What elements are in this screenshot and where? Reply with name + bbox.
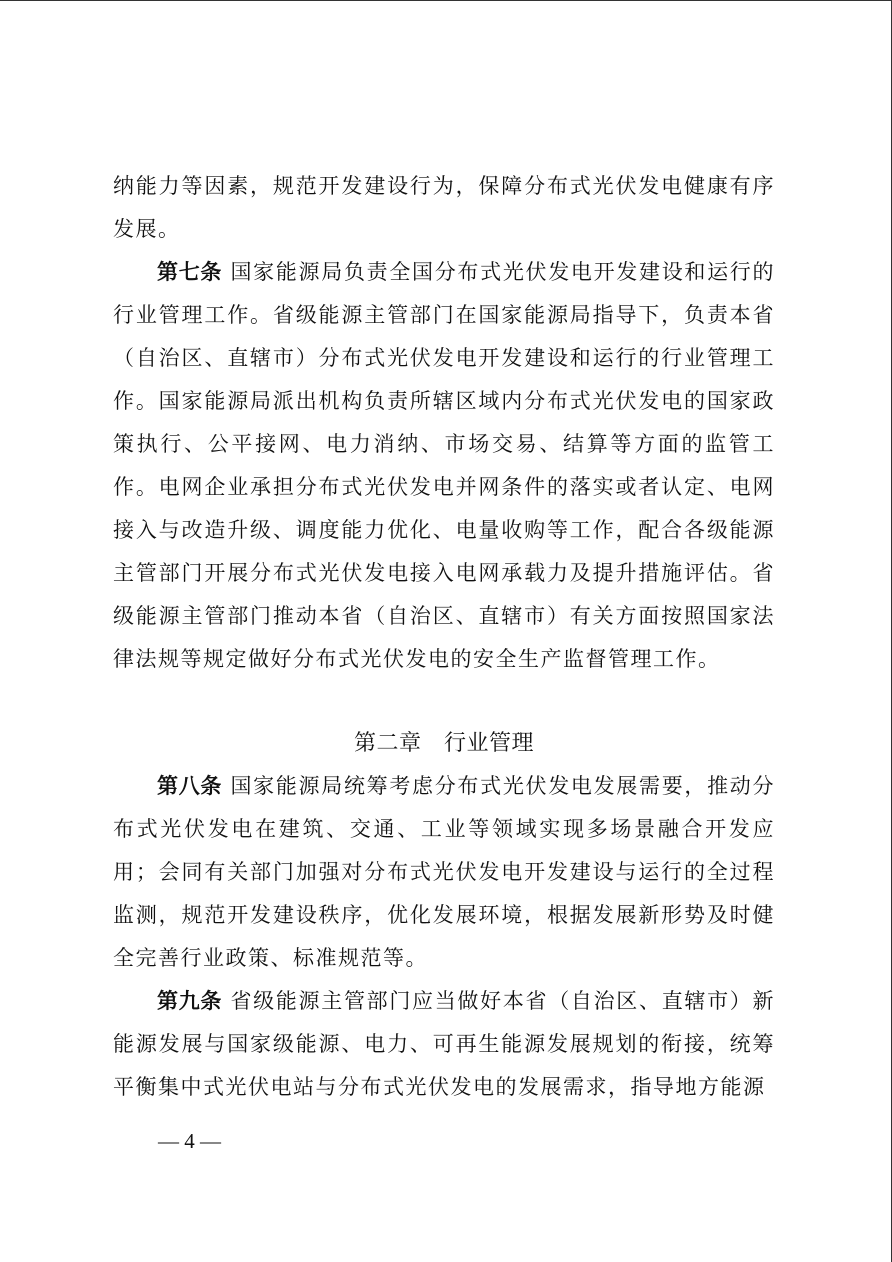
- article-8-label: 第八条: [157, 774, 223, 798]
- chapter-heading: 第二章 行业管理: [353, 731, 534, 756]
- article-7-text: 国家能源局负责全国分布式光伏发电开发建设和运行的行业管理工作。省级能源主管部门在国家能源局指导下，负责本省（自治区、直辖市）分布式光伏发电开发建设和运行的行业管理工作。国家能源局派出机构负责所辖区域内分布式光伏发电的国家政策执行、公平接网、电力消纳、市场交易、结算等方面的监管工作。电网企业承担分布式光伏发电并网条件的落实或者认定、电网接入与改造升级、调度能力优化、电量收购等工作，配合各级能源主管部门开展分布式光伏发电接入电网承载力及提升措施评估。省级能源主管部门推动本省（自治区、直辖市）有关方面按照国家法律法规等规定做好分布式光伏发电的安全生产监督管理工作。: [113, 260, 775, 671]
- page-number: — 4 —: [158, 1129, 221, 1153]
- paragraph-continuation: 纳能力等因素，规范开发建设行为，保障分布式光伏发电健康有序发展。: [113, 174, 775, 241]
- article-9-label: 第九条: [157, 989, 223, 1013]
- article-9-text: 省级能源主管部门应当做好本省（自治区、直辖市）新能源发展与国家级能源、电力、可再生能源发展规划的衔接，统筹平衡集中式光伏电站与分布式光伏发电的发展需求，指导地方能源: [113, 989, 775, 1099]
- article-8: [113, 765, 775, 980]
- article-7-label: 第七条: [157, 260, 223, 284]
- article-9: [113, 980, 775, 1109]
- body-text: [113, 165, 775, 1109]
- article-8-text: 国家能源局统筹考虑分布式光伏发电发展需要，推动分布式光伏发电在建筑、交通、工业等领域实现多场景融合开发应用；会同有关部门加强对分布式光伏发电开发建设与运行的全过程监测，规范开发建设秩序，优化发展环境，根据发展新形势及时健全完善行业政策、标准规范等。: [113, 774, 775, 970]
- article-7: [113, 251, 775, 681]
